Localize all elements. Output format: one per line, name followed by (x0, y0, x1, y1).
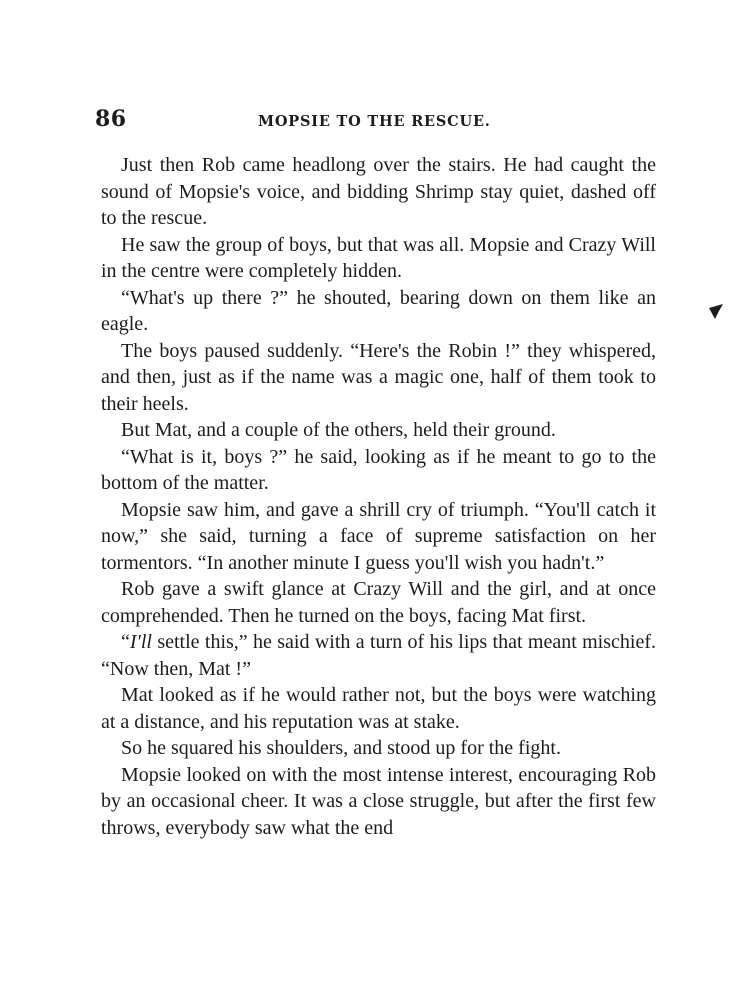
paragraph: “What's up there ?” he shouted, bearing down on them like an eagle. (101, 286, 656, 335)
body-text (101, 152, 656, 841)
paragraph: Mopsie looked on with the most intense interest, encouraging Rob by an occasional cheer. It was a close struggle, but after the first few throws, everybody saw what the end (101, 763, 656, 839)
paragraph: “What is it, boys ?” he said, looking as if he meant to go to the bottom of the matter. (101, 445, 656, 494)
paragraph: Mat looked as if he would rather not, but the boys were watching at a distance, and his reputation was at stake. (101, 684, 656, 733)
running-head: MOPSIE TO THE RESCUE. (258, 113, 491, 130)
paragraph: Rob gave a swift glance at Crazy Will and the girl, and at once comprehended. Then he turned on the boys, facing Mat first. (101, 578, 656, 627)
paragraph-rest: settle this,” he said with a turn of his lips that meant mischief. “Now then, Mat !” (101, 631, 656, 680)
italic-word: I'll (129, 631, 152, 653)
paragraph (101, 629, 656, 682)
paragraph: He saw the group of boys, but that was all. Mopsie and Crazy Will in the centre were completely hidden. (101, 233, 656, 282)
paragraph: So he squared his shoulders, and stood up for the fight. (121, 737, 561, 759)
ink-blot-icon (707, 302, 725, 320)
paragraph: Mopsie saw him, and gave a shrill cry of triumph. “You'll catch it now,” she said, turning a face of supreme satisfaction on her tormentors. “In another minute I guess you'll wish you hadn't.” (101, 498, 656, 574)
paragraph: But Mat, and a couple of the others, held their ground. (121, 419, 556, 441)
paragraph: The boys paused suddenly. “Here's the Robin !” they whispered, and then, just as if the name was a magic one, half of them took to their heels. (101, 339, 656, 415)
paragraph: Just then Rob came headlong over the stairs. He had caught the sound of Mopsie's voice, and bidding Shrimp stay quiet, dashed off to the rescue. (101, 154, 656, 229)
open-quote: “ (121, 631, 130, 653)
page-number: 86 (95, 106, 127, 132)
